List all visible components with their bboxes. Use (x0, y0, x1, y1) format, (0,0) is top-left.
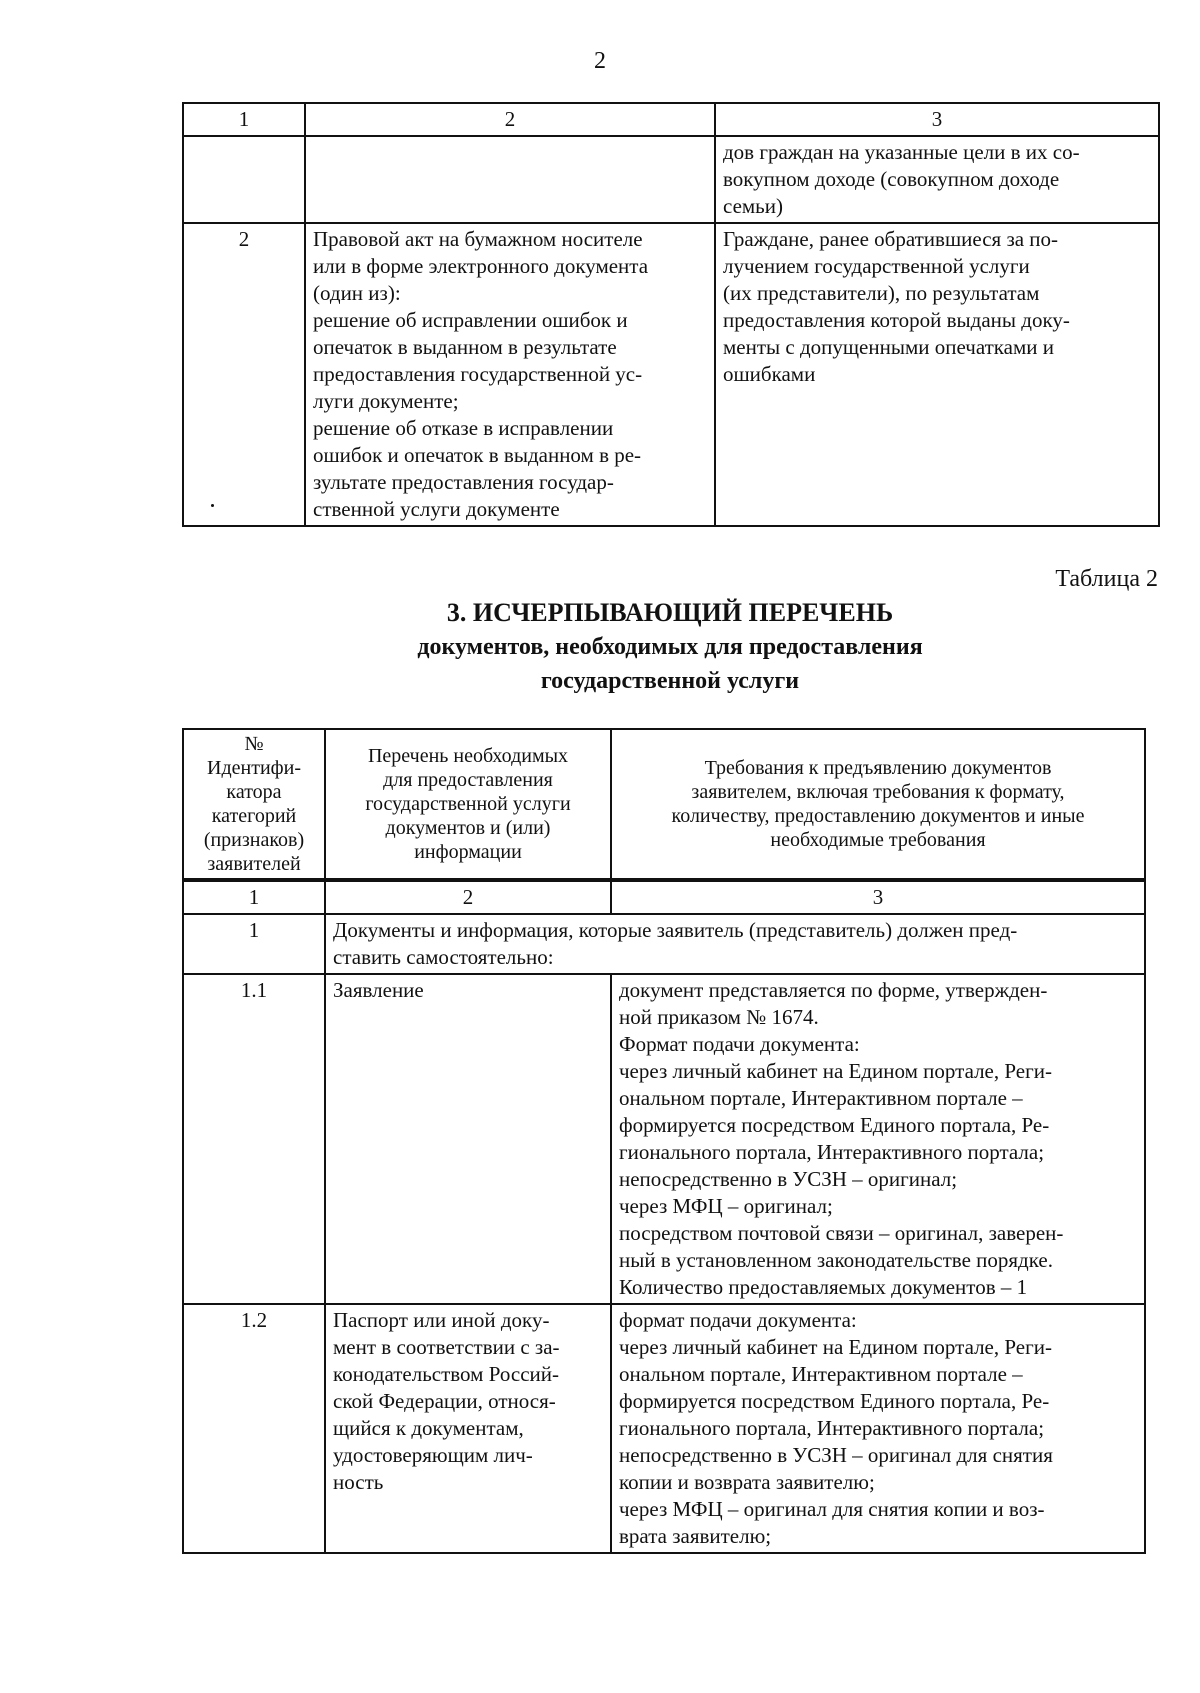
text-line: (один из): (313, 281, 401, 305)
column-number-row (183, 880, 1145, 914)
header-line: информации (414, 841, 522, 863)
text-line: щийся к документам, (333, 1416, 524, 1440)
header-line: катора (226, 781, 282, 803)
applicants-cell (715, 136, 1159, 223)
group-number-cell: 1 (183, 914, 325, 974)
section-title-line: государственной услуги (540, 668, 800, 694)
text-line: удостоверяющим лич- (333, 1443, 533, 1467)
text-line: формат подачи документа: (619, 1308, 857, 1332)
text-line: луги документе; (313, 389, 459, 413)
column-header (183, 729, 325, 880)
table-caption: Таблица 2 (1055, 566, 1158, 592)
text-line: ошибок и опечаток в выданном в ре- (313, 443, 642, 467)
documents-table (182, 728, 1146, 1554)
document-name-cell (325, 974, 611, 1304)
text-line: Количество предоставляемых документов – 1 (619, 1275, 1028, 1299)
text-line: документ представляется по форме, утвержден- (619, 978, 1048, 1002)
text-line: через личный кабинет на Едином портале, Реги- (619, 1335, 1052, 1359)
text-line: копии и возврата заявителю; (619, 1470, 875, 1494)
table-row (183, 1304, 1145, 1553)
text-line: решение об исправлении ошибок и (313, 308, 628, 332)
column-number-cell: 3 (611, 880, 1145, 914)
applicants-cell (715, 223, 1159, 526)
text-line: или в форме электронного документа (313, 254, 649, 278)
text-line: Правовой акт на бумажном носителе (313, 227, 643, 251)
header-line: заявителем, включая требования к формату, (691, 781, 1065, 803)
text-line: Граждане, ранее обратившиеся за по- (723, 227, 1059, 251)
header-line: (признаков) (203, 829, 305, 851)
text-line: через МФЦ – оригинал; (619, 1194, 833, 1218)
column-header (611, 729, 1145, 880)
column-number-cell: 2 (325, 880, 611, 914)
column-number-cell: 2 (305, 103, 715, 136)
text-line: ональном портале, Интерактивном портале – (619, 1086, 1023, 1110)
column-header (325, 729, 611, 880)
text-line: вокупном доходе (совокупном доходе (723, 167, 1060, 191)
text-line: гионального портала, Интерактивного портала; (619, 1140, 1045, 1164)
text-line: зультате предоставления государ- (313, 470, 614, 494)
table-row (183, 223, 1159, 526)
text-line: через МФЦ – оригинал для снятия копии и воз- (619, 1497, 1045, 1521)
header-line: необходимые требования (770, 829, 986, 851)
group-row (183, 914, 1145, 974)
table-header-row (183, 729, 1145, 880)
group-text-cell (325, 914, 1145, 974)
row-number-cell: 2 (183, 223, 305, 526)
text-line: ной приказом № 1674. (619, 1005, 819, 1029)
text-line: менты с допущенными опечатками и (723, 335, 1055, 359)
text-line: Документы и информация, которые заявитель (представитель) должен пред- (333, 918, 1018, 942)
text-line: ставить самостоятельно: (333, 945, 554, 969)
header-line: № (244, 733, 264, 755)
header-line: категорий (211, 805, 297, 827)
row-number-cell: 1.2 (183, 1304, 325, 1553)
text-line: лучением государственной услуги (723, 254, 1030, 278)
section-title-line: 3. ИСЧЕРПЫВАЮЩИЙ ПЕРЕЧЕНЬ (446, 598, 894, 627)
column-number-cell: 1 (183, 880, 325, 914)
table-header-row (183, 103, 1159, 136)
table-row (183, 136, 1159, 223)
text-line: формируется посредством Единого портала, Ре- (619, 1113, 1050, 1137)
text-line: формируется посредством Единого портала, Ре- (619, 1389, 1050, 1413)
column-number-cell: 3 (715, 103, 1159, 136)
text-line: (их представители), по результатам (723, 281, 1040, 305)
header-line: Перечень необходимых (367, 745, 569, 767)
text-line: дов граждан на указанные цели в их со- (723, 140, 1080, 164)
text-line: ность (333, 1470, 384, 1494)
document-name-cell (325, 1304, 611, 1553)
text-line: опечаток в выданном в результате (313, 335, 617, 359)
text-line: ональном портале, Интерактивном портале – (619, 1362, 1023, 1386)
text-line: Формат подачи документа: (619, 1032, 860, 1056)
text-line: семьи) (723, 194, 783, 218)
text-line: ской Федерации, относя- (333, 1389, 556, 1413)
table-row (183, 974, 1145, 1304)
section-title (0, 596, 1200, 698)
header-line: заявителей (207, 853, 301, 875)
text-line: предоставления которой выданы доку- (723, 308, 1070, 332)
header-line: государственной услуги (365, 793, 571, 815)
requirements-cell (611, 1304, 1145, 1553)
text-line: непосредственно в УСЗН – оригинал для снятия (619, 1443, 1053, 1467)
text-line: мент в соответствии с за- (333, 1335, 560, 1359)
scan-speck (211, 504, 214, 507)
result-cell (305, 136, 715, 223)
row-number-cell (183, 136, 305, 223)
text-line: ный в установленном законодательстве порядке. (619, 1248, 1053, 1272)
text-line: через личный кабинет на Едином портале, Реги- (619, 1059, 1052, 1083)
header-line: для предоставления (383, 769, 553, 791)
continued-table (182, 102, 1160, 527)
header-line: количеству, предоставлению документов и иные (671, 805, 1085, 827)
section-title-line: документов, необходимых для предоставления (417, 634, 923, 660)
header-line: документов и (или) (385, 817, 551, 839)
text-line: непосредственно в УСЗН – оригинал; (619, 1167, 958, 1191)
column-number-cell: 1 (183, 103, 305, 136)
header-line: Требования к предъявлению документов (704, 757, 1052, 779)
requirements-cell (611, 974, 1145, 1304)
text-line: ошибками (723, 362, 816, 386)
text-line: Паспорт или иной доку- (333, 1308, 550, 1332)
text-line: гионального портала, Интерактивного портала; (619, 1416, 1045, 1440)
text-line: врата заявителю; (619, 1524, 772, 1548)
text-line: ственной услуги документе (313, 497, 560, 521)
header-line: Идентифи- (207, 757, 301, 779)
text-line: Заявление (333, 978, 424, 1002)
text-line: решение об отказе в исправлении (313, 416, 614, 440)
row-number-cell: 1.1 (183, 974, 325, 1304)
text-line: предоставления государственной ус- (313, 362, 643, 386)
text-line: конодательством Россий- (333, 1362, 559, 1386)
result-cell (305, 223, 715, 526)
text-line: посредством почтовой связи – оригинал, заверен- (619, 1221, 1064, 1245)
page-number: 2 (594, 48, 606, 74)
